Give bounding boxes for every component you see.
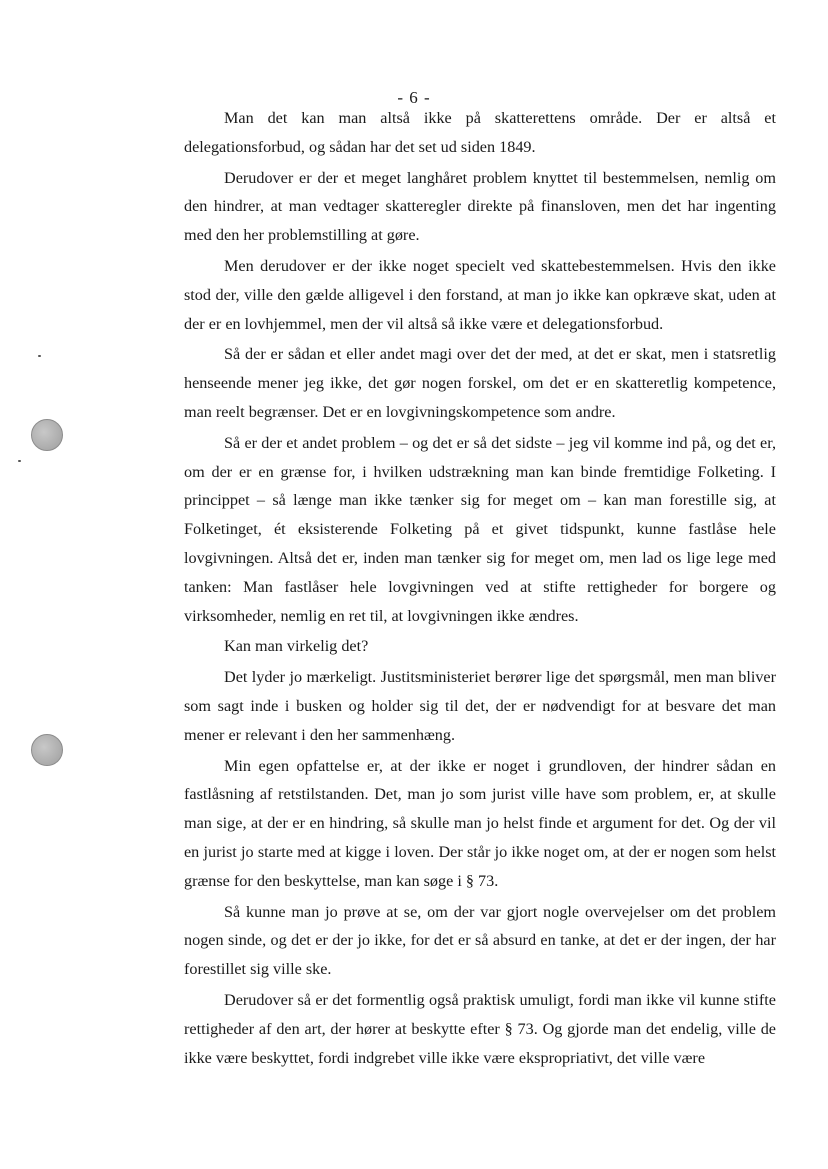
scan-speck — [38, 355, 41, 357]
page-number: - 6 - — [397, 88, 431, 107]
paragraph: Derudover er der et meget langhåret problem knyttet til bestemmelsen, nemlig om den hindrer, at man vedtager skatteregler direkte på finansloven, men det har ingenting med den her problemstilling at gøre. — [184, 168, 776, 245]
scan-speck — [18, 460, 21, 462]
paragraph: Så kunne man jo prøve at se, om der var gjort nogle overvejelser om det problem nogen sinde, og det er der jo ikke, for det er så absurd en tanke, at det er der ingen, der har forestillet sig ville ske. — [184, 902, 776, 979]
paragraph: Man det kan man altså ikke på skatterettens område. Der er altså et delegationsforbud, og sådan har det set ud siden 1849. — [184, 109, 776, 156]
paragraph: Kan man virkelig det? — [224, 637, 369, 656]
body-text — [184, 104, 776, 1072]
paragraph: Derudover så er det formentlig også praktisk umuligt, fordi man ikke vil kunne stifte rettigheder af den art, der hører at beskytte efter § 73. Og gjorde man det endelig, ville de ikke være beskyttet, fordi indgrebet ville ikke være ekspropriativt, det ville være — [184, 990, 776, 1067]
punch-hole-bottom — [31, 734, 63, 766]
paragraph: Min egen opfattelse er, at der ikke er noget i grundloven, der hindrer sådan en fastlåsning af retstilstanden. Det, man jo som jurist ville have som problem, er, at skulle man sige, at der er en hindring, så skulle man jo helst finde et argument for det. Og der vil en jurist jo starte med at kigge i loven. Der står jo ikke noget om, at der er nogen som helst grænse for den beskyttelse, man kan søge i § 73. — [184, 756, 776, 890]
paragraph: Men derudover er der ikke noget specielt ved skattebestemmelsen. Hvis den ikke stod der, ville den gælde alligevel i den forstand, at man jo ikke kan opkræve skat, uden at der er en lovhjemmel, men der vil altså så ikke være et delegationsforbud. — [184, 256, 776, 333]
punch-hole-top — [31, 419, 63, 451]
paragraph: Så der er sådan et eller andet magi over det der med, at det er skat, men i statsretlig henseende mener jeg ikke, det gør nogen forskel, om det er en skatteretlig kompetence, man reelt begrænser. Det er en lovgivningskompetence som andre. — [184, 345, 776, 421]
paragraph: Det lyder jo mærkeligt. Justitsministeriet berører lige det spørgsmål, men man bliver som sagt inde i busken og holder sig til det, der er nødvendigt for at besvare det man mener er relevant i den her sammenhæng. — [184, 668, 776, 744]
paragraph: Så er der et andet problem – og det er så det sidste – jeg vil komme ind på, og det er, om der er en grænse for, i hvilken udstrækning man kan binde fremtidige Folketing. I princippet – så længe man ikke tænker sig for meget om – kan man forestille sig, at Folketinget, ét eksisterende Folketing på et givet tidspunkt, kunne fastlåse hele lovgivningen. Altså det er, inden man tænker sig for meget om, men lad os lige lege med tanken: Man fastlåser hele lovgivningen ved at stifte rettigheder for borgere og virksomheder, nemlig en ret til, at lovgivningen ikke ændres. — [184, 433, 776, 625]
